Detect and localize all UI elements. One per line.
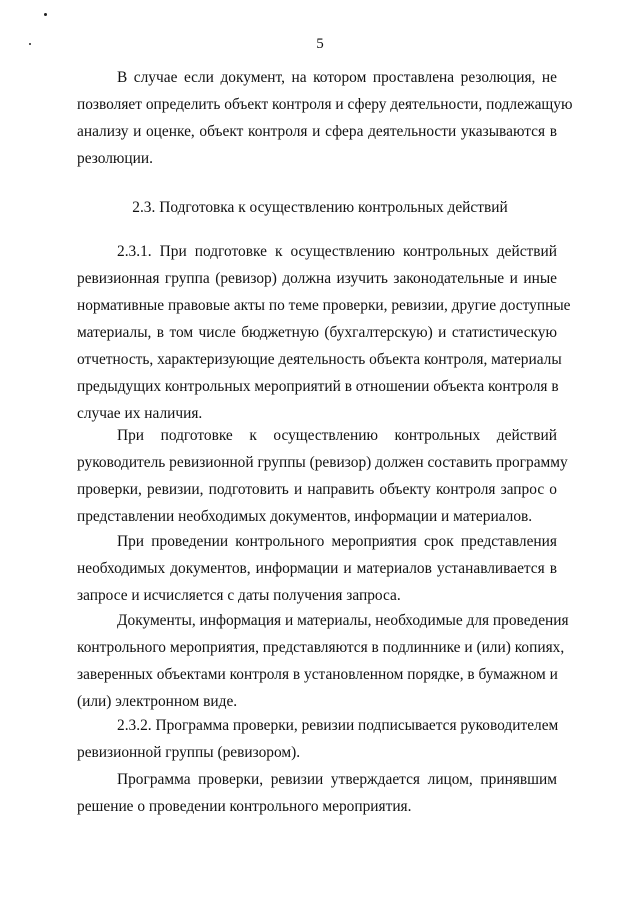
text-line: предыдущих контрольных мероприятий в отношении объекта контроля в: [77, 378, 559, 395]
text-line: необходимых документов, информации и материалов устанавливается в: [77, 560, 557, 577]
text-line: При проведении контрольного мероприятия срок представления: [117, 533, 557, 550]
text-line: ревизионная группа (ревизор) должна изучить законодательные и иные: [77, 270, 557, 287]
paragraph: [77, 238, 571, 427]
section-heading: 2.3. Подготовка к осуществлению контрольных действий: [132, 199, 508, 216]
scan-speck: [44, 13, 47, 16]
paragraph: [77, 712, 557, 766]
text-line: При подготовке к осуществлению контрольных действий: [117, 427, 557, 444]
text-line: 2.3.1. При подготовке к осуществлению контрольных действий: [117, 243, 557, 260]
text-line: 2.3.2. Программа проверки, ревизии подписывается руководителем: [117, 717, 559, 734]
text-line: заверенных объектами контроля в установленном порядке, в бумажном и: [77, 666, 558, 683]
text-line: контрольного мероприятия, представляются в подлиннике и (или) копиях,: [77, 639, 565, 656]
text-line: В случае если документ, на котором проставлена резолюция, не: [117, 69, 557, 86]
text-line: анализу и оценке, объект контроля и сфера деятельности указываются в: [77, 123, 557, 140]
paragraph: [77, 607, 569, 715]
text-line: запросе и исчисляется с даты получения запроса.: [77, 587, 401, 604]
paragraph: [77, 766, 557, 820]
text-line: отчетность, характеризующие деятельность объекта контроля, материалы: [77, 351, 562, 368]
text-line: Программа проверки, ревизии утверждается лицом, принявшим: [117, 771, 557, 788]
text-line: Документы, информация и материалы, необходимые для проведения: [117, 612, 569, 629]
paragraph: [77, 422, 568, 530]
text-line: ревизионной группы (ревизором).: [77, 744, 301, 761]
text-line: (или) электронном виде.: [77, 693, 238, 710]
paragraph: [77, 64, 573, 172]
text-line: резолюции.: [77, 150, 153, 167]
text-line: позволяет определить объект контроля и сферу деятельности, подлежащую: [77, 96, 573, 113]
text-line: материалы, в том числе бюджетную (бухгалтерскую) и статистическую: [77, 324, 557, 341]
text-line: нормативные правовые акты по теме проверки, ревизии, другие доступные: [77, 297, 571, 314]
paragraph: [77, 528, 557, 609]
text-line: представлении необходимых документов, информации и материалов.: [77, 508, 533, 525]
text-line: проверки, ревизии, подготовить и направить объекту контроля запрос о: [77, 481, 557, 498]
text-line: случае их наличия.: [77, 405, 203, 422]
page-number: 5: [316, 36, 324, 52]
text-line: руководитель ревизионной группы (ревизор) должен составить программу: [77, 454, 568, 471]
text-line: решение о проведении контрольного мероприятия.: [77, 798, 412, 815]
